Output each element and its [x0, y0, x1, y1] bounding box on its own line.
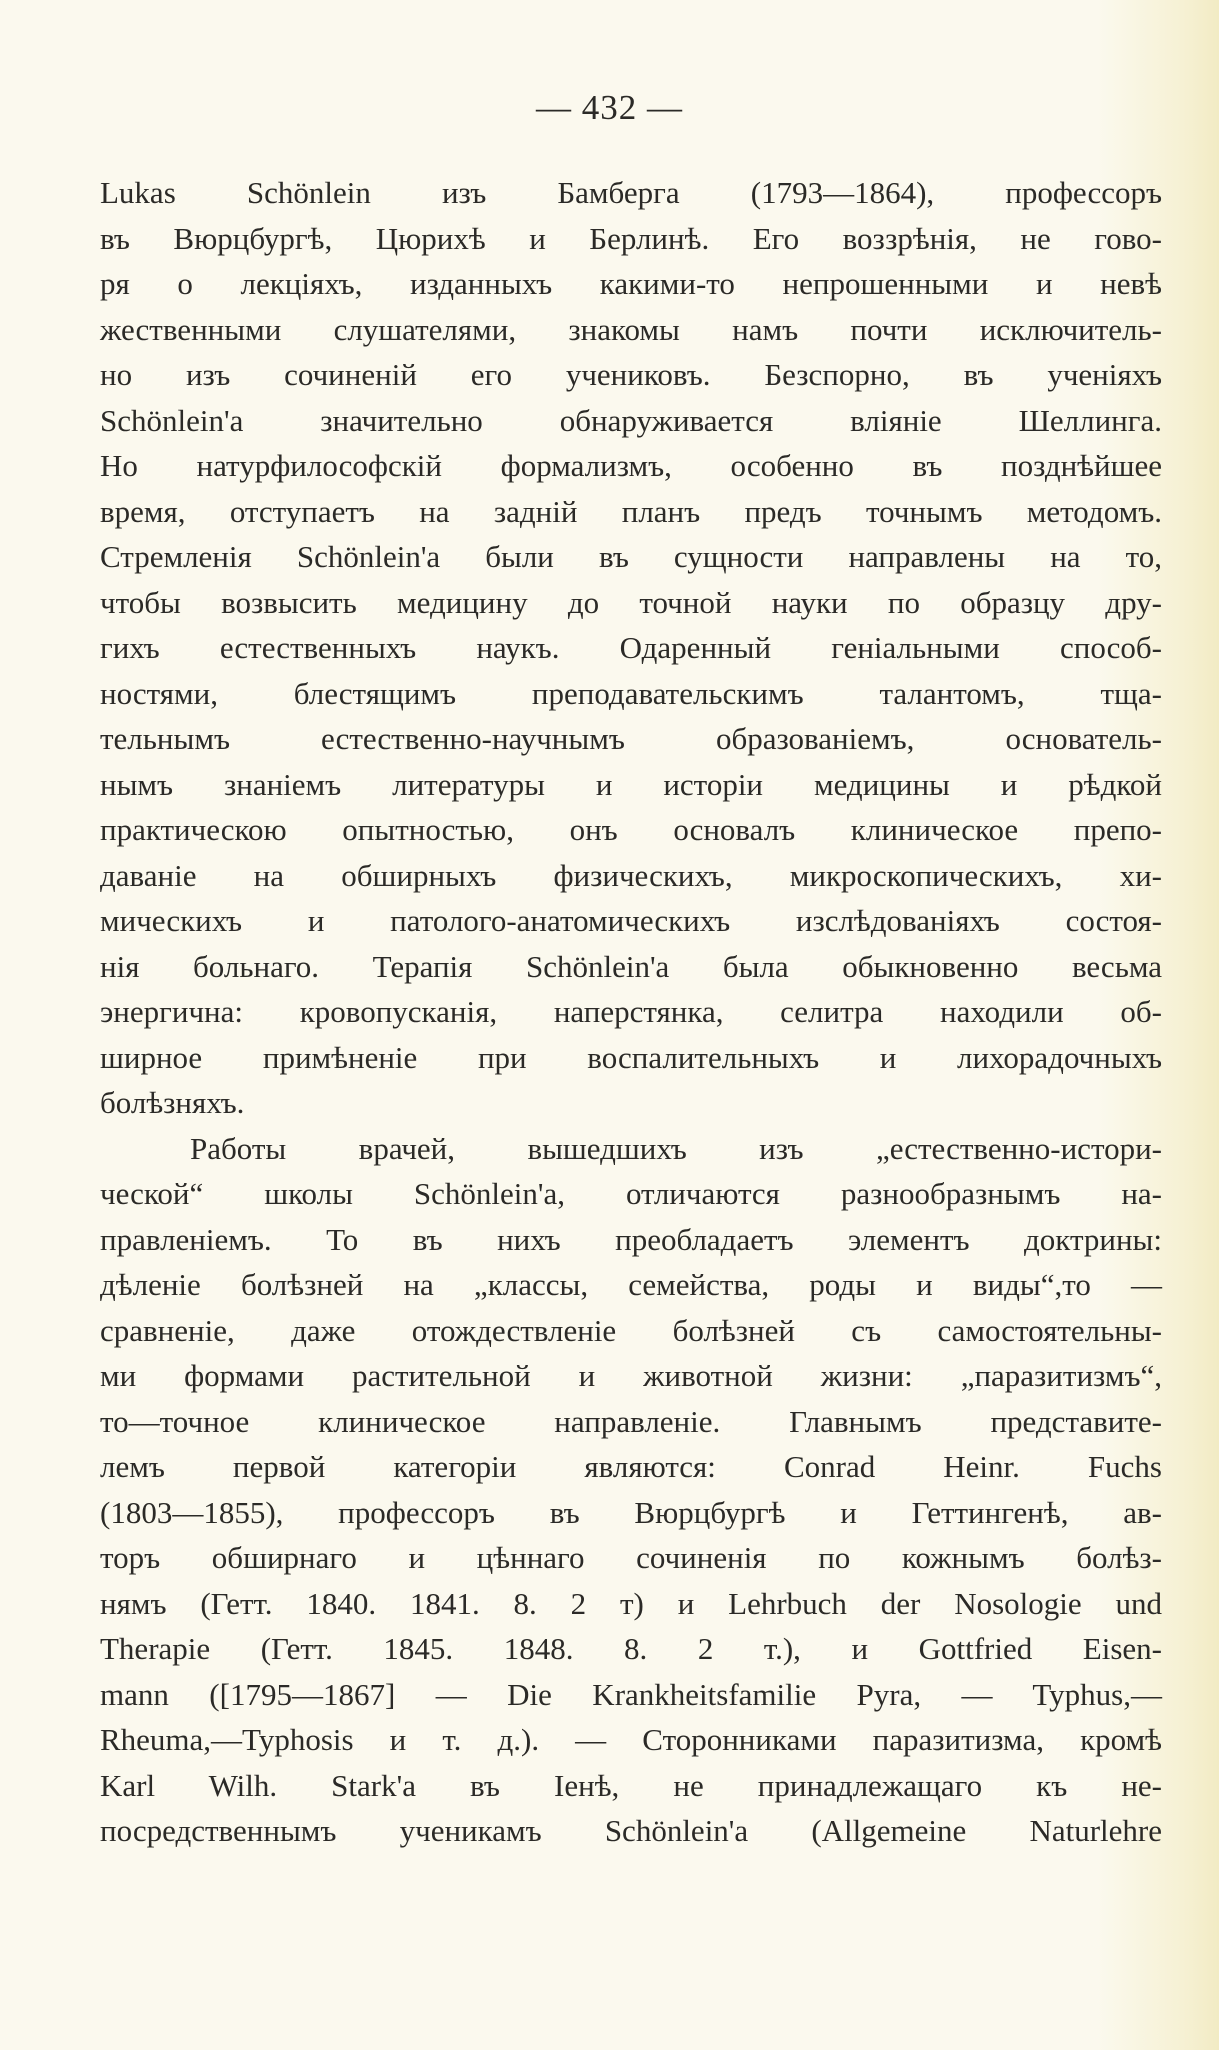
text-line: мическихъ и патолого-анатомическихъ изслѣдованіяхъ состоя-	[100, 903, 1162, 938]
text-line: гихъ естественныхъ наукъ. Одаренный геніальными способ-	[100, 630, 1162, 665]
text-line: нымъ знаніемъ литературы и исторіи медицины и рѣдкой	[100, 766, 1162, 802]
text-line: Therapie (Гетт. 1845. 1848. 8. 2 т.), и Gottfried Eisen-	[100, 1631, 1162, 1666]
text-line: энергична: кровопусканія, наперстянка, селитра находили об-	[100, 994, 1162, 1029]
text-line: ширное примѣненіе при воспалительныхъ и лихорадочныхъ	[100, 1039, 1162, 1075]
text-line: mann ([1795—1867] — Die Krankheitsfamilie Pyra, — Typhus,—	[100, 1676, 1162, 1712]
text-line: дѣленіе болѣзней на „классы, семейства, роды и виды“,то —	[100, 1267, 1162, 1302]
text-line: въ Вюрцбургѣ, Цюрихѣ и Берлинѣ. Его воззрѣнія, не гово-	[100, 220, 1162, 256]
text-line: Schönlein'а значительно обнаруживается вліяніе Шеллинга.	[100, 402, 1162, 438]
text-line: чтобы возвысить медицину до точной науки по образцу дру-	[100, 584, 1162, 620]
text-line: то—точное клиническое направленіе. Главнымъ представите-	[100, 1403, 1162, 1439]
text-line: Стремленія Schönlein'а были въ сущности направлены на то,	[100, 539, 1162, 574]
text-line-paragraph-start: Работы врачей, вышедшихъ изъ „естественно-истори-	[190, 1130, 1162, 1166]
text-line: нія больнаго. Терапія Schönlein'а была обыкновенно весьма	[100, 948, 1162, 984]
text-line: посредственнымъ ученикамъ Schönlein'а (Allgemeine Naturlehre	[100, 1813, 1162, 1848]
text-line: торъ обширнаго и цѣннаго сочиненія по кожнымъ болѣз-	[100, 1540, 1162, 1575]
text-line: нямъ (Гетт. 1840. 1841. 8. 2 т) и Lehrbuch der Nosologie und	[100, 1585, 1162, 1621]
text-line: сравненіе, даже отождествленіе болѣзней съ самостоятельны-	[100, 1312, 1162, 1348]
text-line: Rheuma,—Typhosis и т. д.). — Сторонниками паразитизма, кромѣ	[100, 1722, 1162, 1757]
text-line: Lukas Schönlein изъ Бамберга (1793—1864), профессоръ	[100, 175, 1162, 210]
text-line: жественными слушателями, знакомы намъ почти исключитель-	[100, 311, 1162, 347]
text-line: даваніе на обширныхъ физическихъ, микроскопическихъ, хи-	[100, 857, 1162, 893]
text-line-paragraph-end: болѣзняхъ.	[100, 1085, 245, 1120]
page-number: — 432 —	[536, 88, 683, 127]
text-line: тельнымъ естественно-научнымъ образованіемъ, основатель-	[100, 721, 1162, 756]
text-line: ми формами растительной и животной жизни: „паразитизмъ“,	[100, 1358, 1162, 1393]
text-line: ностями, блестящимъ преподавательскимъ талантомъ, тща-	[100, 675, 1162, 711]
text-line: Но натурфилософскій формализмъ, особенно въ позднѣйшее	[100, 448, 1162, 483]
body-text	[100, 170, 1162, 1854]
text-line: Karl Wilh. Stark'а въ Іенѣ, не принадлежащаго къ не-	[100, 1767, 1162, 1803]
text-line: время, отступаетъ на задній планъ предъ точнымъ методомъ.	[100, 493, 1162, 529]
text-line: практическою опытностью, онъ основалъ клиническое препо-	[100, 812, 1162, 847]
text-line: (1803—1855), профессоръ въ Вюрцбургѣ и Геттингенѣ, ав-	[100, 1494, 1162, 1530]
text-line: ческой“ школы Schönlein'а, отличаются разнообразнымъ на-	[100, 1176, 1162, 1211]
text-line: ря о лекціяхъ, изданныхъ какими-то непрошенными и невѣ	[100, 266, 1162, 301]
text-line: но изъ сочиненій его учениковъ. Безспорно, въ ученіяхъ	[100, 357, 1162, 392]
text-line: лемъ первой категоріи являются: Conrad Heinr. Fuchs	[100, 1449, 1162, 1484]
text-line: правленіемъ. То въ нихъ преобладаетъ элементъ доктрины:	[100, 1221, 1162, 1257]
